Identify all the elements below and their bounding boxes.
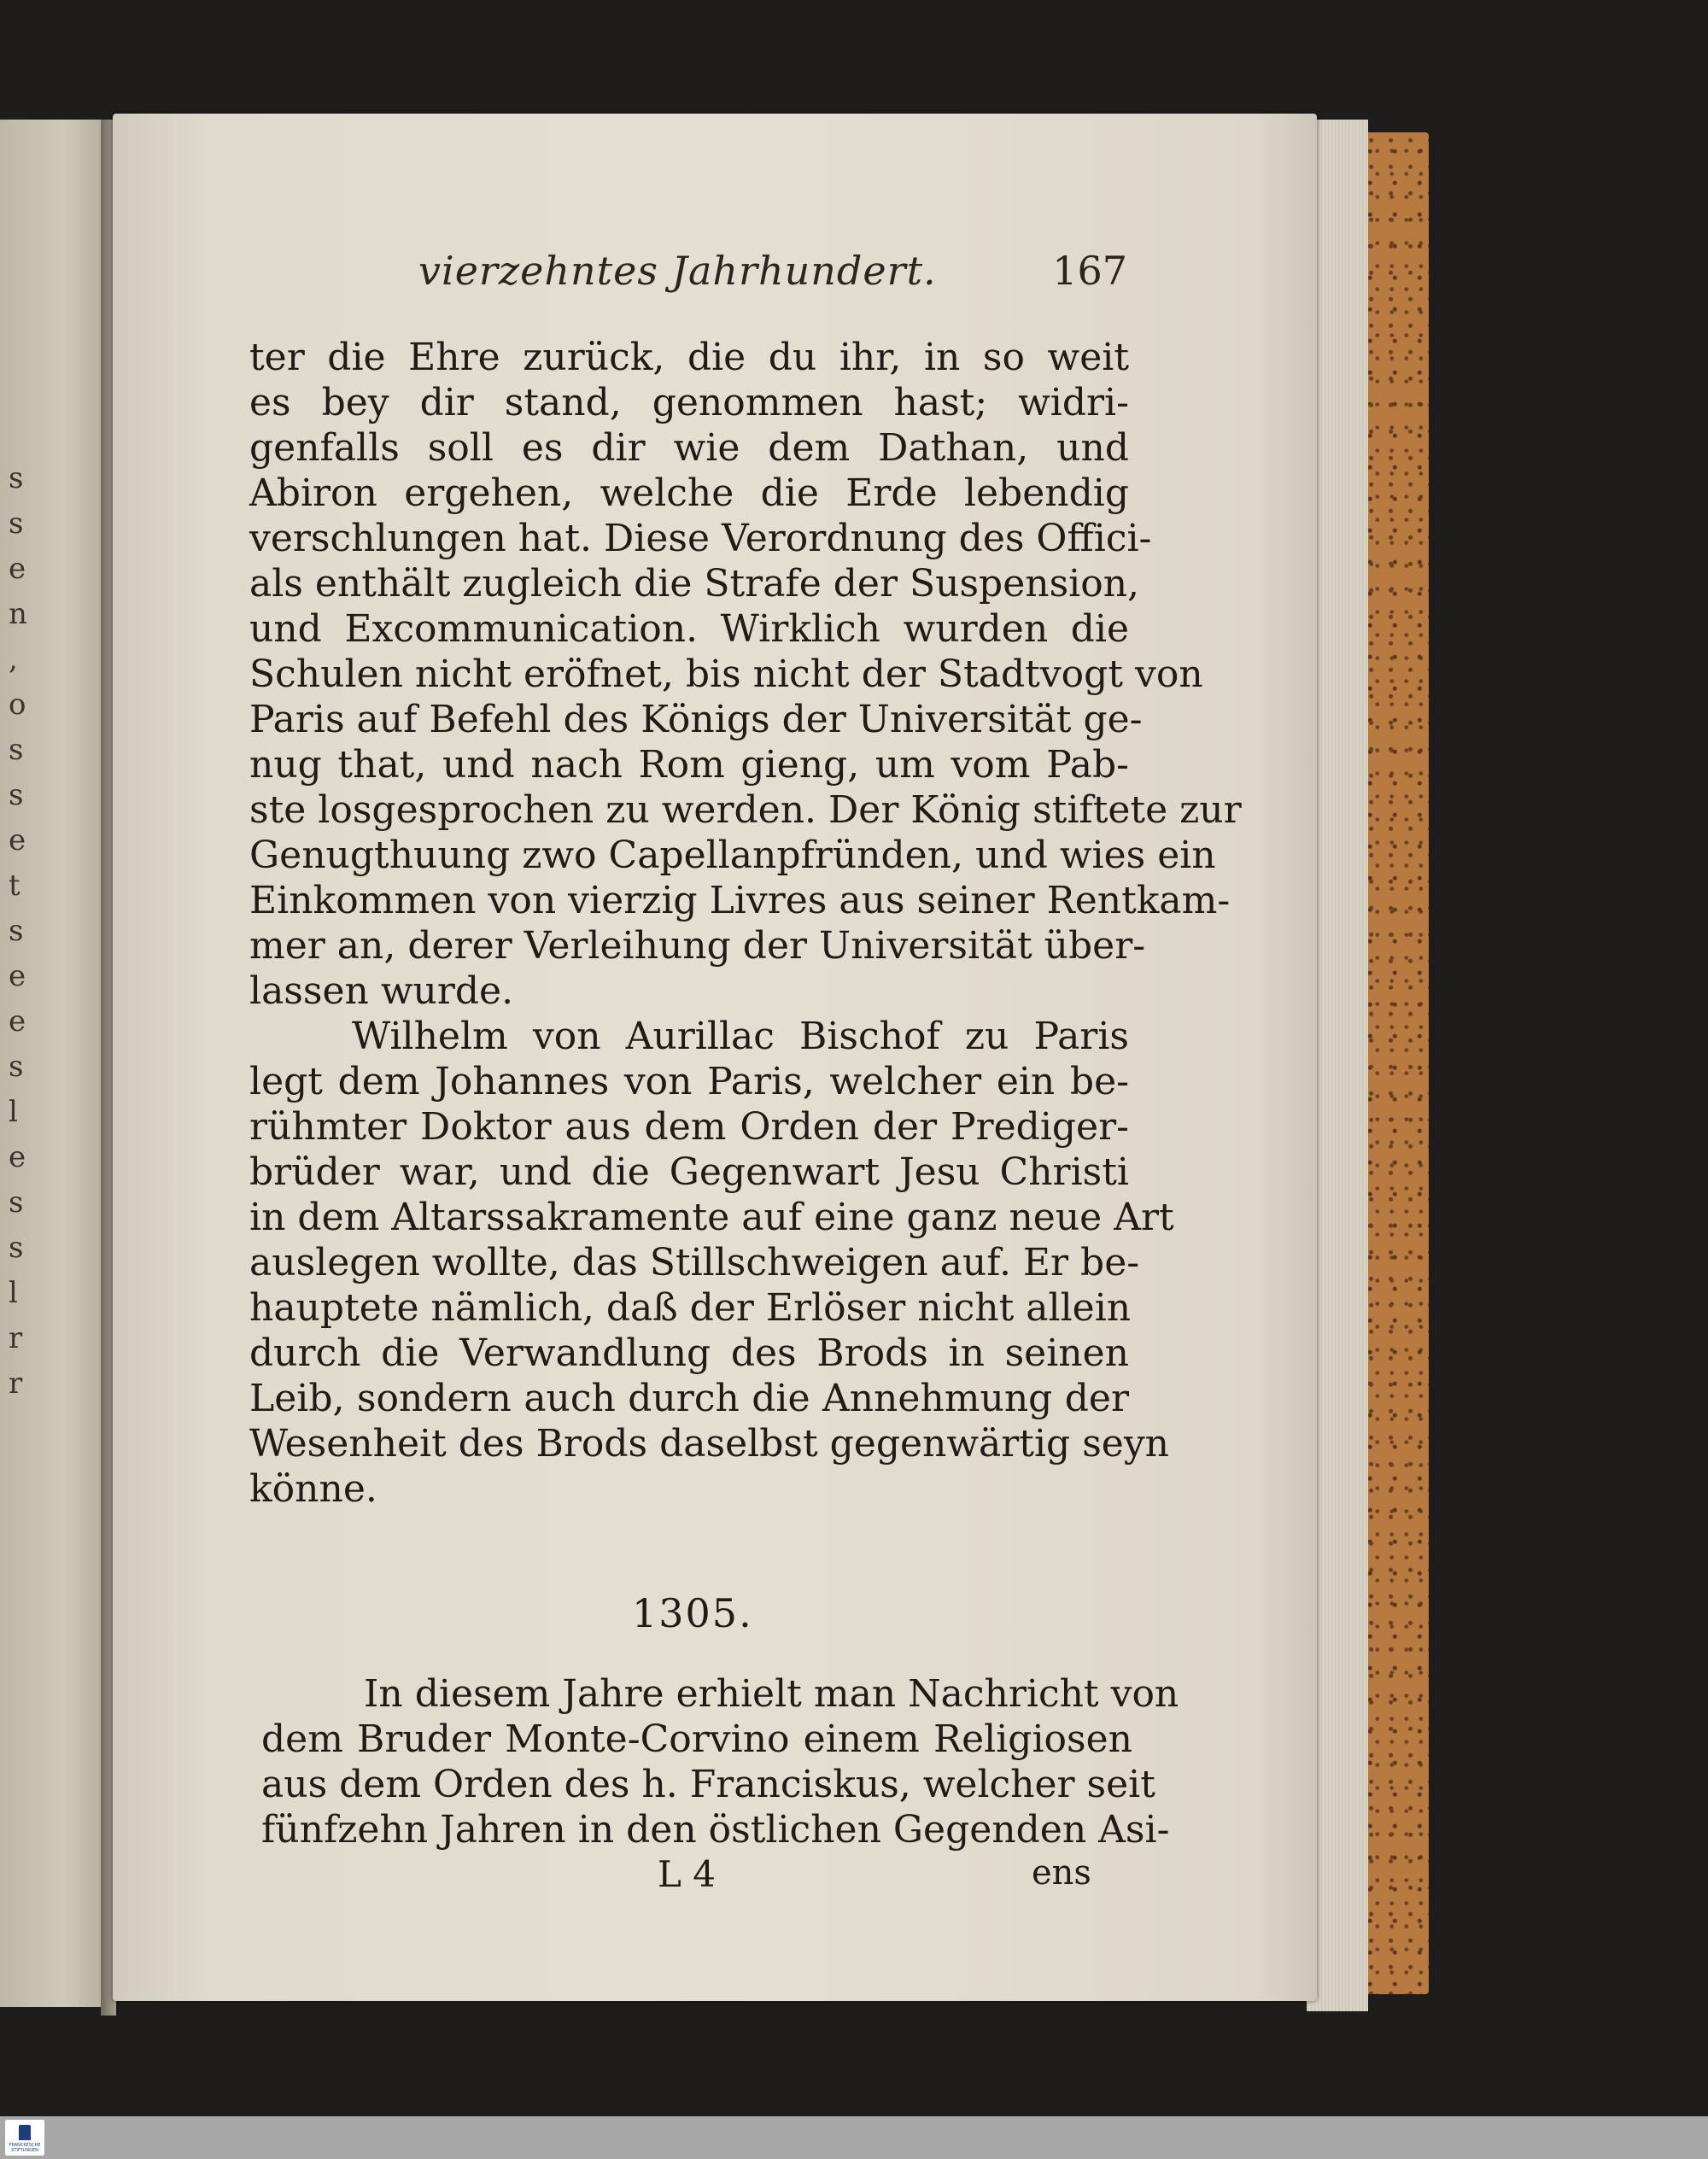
left-page-fragment: s — [9, 461, 24, 495]
text-line: brüder war, und die Gegenwart Jesu Christi — [249, 1150, 1129, 1194]
text-line: fünfzehn Jahren in den östlichen Gegenden Asi- — [261, 1808, 1170, 1852]
text-line: auslegen wollte, das Stillschweigen auf. Er be- — [249, 1241, 1140, 1284]
left-page-text-fragments — [0, 120, 107, 2007]
text-line: Leib, sondern auch durch die Annehmung der — [249, 1377, 1129, 1420]
left-page-fragment: s — [9, 733, 24, 767]
left-page-fragment: o — [9, 687, 26, 722]
text-line: legt dem Johannes von Paris, welcher ein be- — [249, 1060, 1129, 1103]
logo-emblem — [19, 2125, 31, 2140]
text-line: ste losgesprochen zu werden. Der König stiftete zur — [249, 788, 1242, 832]
text-line: dem Bruder Monte-Corvino einem Religiosen — [261, 1717, 1132, 1761]
left-page-fragment: , — [9, 642, 18, 676]
left-page-fragment: l — [9, 1095, 18, 1129]
paragraph-2 — [249, 1014, 1174, 1512]
footer-bar — [0, 2116, 1708, 2159]
text-line: lassen wurde. — [249, 969, 514, 1013]
text-line: als enthält zugleich die Strafe der Suspension, — [249, 562, 1140, 606]
text-line: hauptete nämlich, daß der Erlöser nicht allein — [249, 1286, 1132, 1330]
text-line: nug that, und nach Rom gieng, um vom Pab- — [249, 743, 1129, 787]
left-page-fragment: n — [9, 597, 27, 631]
paragraph-1 — [249, 335, 1242, 1014]
text-line: mer an, derer Verleihung der Universität über- — [249, 924, 1146, 968]
left-page-fragment: s — [9, 914, 24, 948]
left-page-fragment: s — [9, 1185, 24, 1220]
text-line: Wilhelm von Aurillac Bischof zu Paris — [352, 1015, 1129, 1058]
left-page-fragment: r — [9, 1366, 23, 1401]
left-page-fragment: e — [9, 1140, 26, 1174]
main-text-block — [249, 335, 1242, 1512]
text-line: und Excommunication. Wirklich wurden die — [249, 607, 1129, 651]
left-page-fragment: e — [9, 1004, 26, 1039]
paragraph-3 — [261, 1671, 1179, 1852]
text-line: durch die Verwandlung des Brods in seinen — [249, 1331, 1129, 1375]
text-line: Schulen nicht eröfnet, bis nicht der Stadtvogt von — [249, 652, 1203, 696]
text-line: aus dem Orden des h. Franciskus, welcher seit — [261, 1763, 1155, 1806]
signature-mark: L 4 — [658, 1853, 716, 1895]
text-line: Genugthuung zwo Capellanpfründen, und wies ein — [249, 834, 1216, 877]
left-page-fragment: l — [9, 1276, 18, 1310]
text-line: in dem Altarssakramente auf eine ganz neue Art — [249, 1196, 1174, 1239]
text-line: Wesenheit des Brods daselbst gegenwärtig seyn — [249, 1422, 1170, 1466]
running-title: vierzehntes Jahrhundert. — [418, 248, 937, 294]
left-page-fragment: s — [9, 1231, 24, 1265]
left-page-fragment: s — [9, 778, 24, 812]
left-facing-page — [0, 120, 107, 2007]
text-line: rühmter Doktor aus dem Orden der Prediger- — [249, 1105, 1129, 1149]
left-page-fragment: s — [9, 506, 24, 541]
text-line: ter die Ehre zurück, die du ihr, in so weit — [249, 336, 1129, 379]
text-line: Einkommen von vierzig Livres aus seiner Rentkam- — [249, 879, 1231, 922]
text-line: genfalls soll es dir wie dem Dathan, und — [249, 426, 1129, 470]
page-number: 167 — [1052, 248, 1127, 294]
year-heading: 1305. — [632, 1590, 753, 1636]
left-page-fragment: s — [9, 1050, 24, 1084]
left-page-fragment: r — [9, 1321, 23, 1355]
text-line: verschlungen hat. Diese Verordnung des Offici- — [249, 517, 1152, 560]
left-page-fragment: t — [9, 869, 20, 903]
library-logo-icon — [5, 2120, 44, 2156]
catchword: ens — [1032, 1853, 1091, 1893]
left-page-fragment: e — [9, 552, 26, 586]
running-head — [418, 248, 1127, 299]
text-line: Paris auf Befehl des Königs der Universität ge- — [249, 698, 1143, 741]
logo-text: FRANCKESCHE STIFTUNGEN — [9, 2143, 41, 2153]
text-line: es bey dir stand, genommen hast; widri- — [249, 381, 1129, 424]
text-line: In diesem Jahre erhielt man Nachricht von — [364, 1672, 1179, 1716]
left-page-fragment: e — [9, 823, 26, 857]
left-page-fragment: e — [9, 959, 26, 993]
text-line: könne. — [249, 1467, 377, 1511]
text-line: Abiron ergehen, welche die Erde lebendig — [249, 471, 1129, 515]
